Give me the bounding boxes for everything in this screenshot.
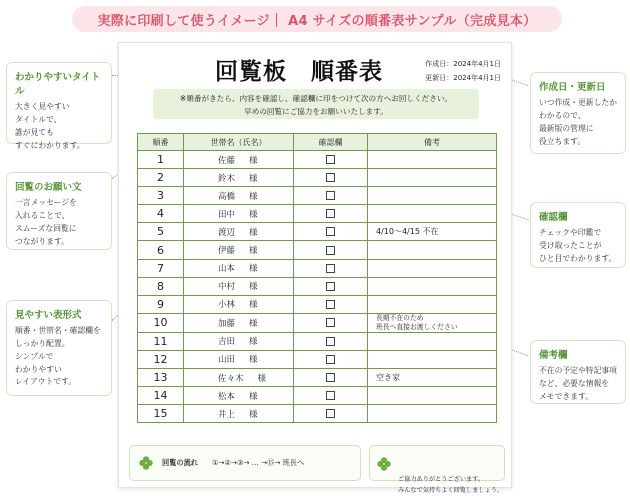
- household-name: 中村: [218, 282, 236, 293]
- confirm-checkbox[interactable]: [326, 191, 335, 200]
- confirm-checkbox[interactable]: [326, 391, 335, 400]
- household-name: 佐々木: [218, 373, 244, 384]
- honorific: 様: [249, 355, 258, 366]
- household-name: 松本: [218, 391, 236, 402]
- table-row: [138, 169, 497, 187]
- confirm-checkbox[interactable]: [326, 373, 335, 382]
- confirm-checkbox[interactable]: [326, 246, 335, 255]
- confirm-checkbox[interactable]: [326, 209, 335, 218]
- notice-line-2: 早めの回覧にご協力をお願いいたします。: [244, 107, 388, 116]
- confirm-cell: [294, 350, 368, 368]
- page-banner: 実際に印刷して使うイメージ｜ A4 サイズの順番表サンプル（完成見本）: [72, 6, 562, 32]
- confirm-checkbox[interactable]: [326, 227, 335, 236]
- remarks-cell: [368, 241, 497, 259]
- row-order-number: 4: [138, 205, 184, 223]
- confirm-cell: [294, 332, 368, 350]
- confirm-cell: [294, 187, 368, 205]
- column-header-remarks: 備考: [368, 134, 497, 151]
- row-order-number: 3: [138, 187, 184, 205]
- callout-confirm-body: チェックや印鑑で 受け取ったことが ひと目でわかります。: [539, 228, 617, 263]
- roster-table: [137, 133, 497, 423]
- remarks-cell: [368, 151, 497, 169]
- household-name-cell: [184, 223, 294, 241]
- confirm-cell: [294, 277, 368, 295]
- row-order-number: 14: [138, 387, 184, 405]
- remarks-cell: [368, 350, 497, 368]
- confirm-cell: [294, 241, 368, 259]
- household-name: 渡辺: [218, 227, 236, 238]
- notice-line-1: ※順番がきたら、内容を確認し、確認欄に印をつけて次の方へお回しください。: [179, 94, 453, 103]
- confirm-cell: [294, 205, 368, 223]
- remarks-cell: 空き家: [368, 369, 497, 387]
- callout-dates-heading: 作成日・更新日: [539, 82, 606, 93]
- honorific: 様: [249, 155, 258, 166]
- callout-layout-heading: 見やすい表形式: [15, 310, 82, 321]
- household-name-cell: [184, 350, 294, 368]
- request-notice: [153, 89, 479, 119]
- flow-box: [129, 445, 361, 481]
- household-name-cell: [184, 369, 294, 387]
- row-order-number: 10: [138, 313, 184, 332]
- confirm-checkbox[interactable]: [326, 300, 335, 309]
- honorific: 様: [249, 191, 258, 202]
- household-name: 鈴木: [218, 173, 236, 184]
- honorific: 様: [249, 391, 258, 402]
- household-name-cell: [184, 259, 294, 277]
- household-name: 吉田: [218, 337, 236, 348]
- household-name-cell: [184, 387, 294, 405]
- confirm-cell: [294, 387, 368, 405]
- honorific: 様: [249, 337, 258, 348]
- table-row: [138, 313, 497, 332]
- column-header-order: 順番: [138, 134, 184, 151]
- callout-remarks: [530, 340, 626, 404]
- confirm-cell: [294, 405, 368, 423]
- household-name-cell: [184, 313, 294, 332]
- household-name: 小林: [218, 300, 236, 311]
- household-name: 井上: [218, 409, 236, 420]
- household-name-cell: [184, 295, 294, 313]
- confirm-checkbox[interactable]: [326, 155, 335, 164]
- row-order-number: 6: [138, 241, 184, 259]
- table-row: [138, 369, 497, 387]
- thanks-box: [369, 445, 505, 494]
- table-row: [138, 223, 497, 241]
- callout-confirm-heading: 確認欄: [539, 212, 568, 223]
- honorific: 様: [249, 227, 258, 238]
- clover-icon: [138, 455, 154, 471]
- roster-sheet: [118, 42, 512, 494]
- confirm-cell: [294, 369, 368, 387]
- household-name: 山本: [218, 264, 236, 275]
- household-name: 加藤: [218, 318, 236, 329]
- remarks-cell: 長期不在のため 班長へ直接お渡しください: [368, 313, 497, 332]
- callout-request-heading: 回覧のお願い文: [15, 182, 82, 193]
- confirm-cell: [294, 295, 368, 313]
- household-name-cell: [184, 205, 294, 223]
- confirm-checkbox[interactable]: [326, 355, 335, 364]
- row-order-number: 2: [138, 169, 184, 187]
- table-row: [138, 387, 497, 405]
- callout-request-body: 一言メッセージを 入れることで、 スムーズな回覧に つながります。: [15, 198, 77, 246]
- callout-request: [6, 172, 112, 250]
- honorific: 様: [249, 318, 258, 329]
- remarks-cell: [368, 295, 497, 313]
- row-order-number: 5: [138, 223, 184, 241]
- callout-title-heading: わかりやすいタイトル: [15, 72, 101, 97]
- row-order-number: 11: [138, 332, 184, 350]
- callout-title: [6, 62, 112, 150]
- thanks-message: ご協力ありがとうございます。 みんなで気持ちよく回覧しましょう。: [398, 476, 504, 494]
- confirm-cell: [294, 151, 368, 169]
- row-order-number: 13: [138, 369, 184, 387]
- row-order-number: 9: [138, 295, 184, 313]
- table-row: [138, 295, 497, 313]
- table-row: [138, 405, 497, 423]
- remarks-cell: [368, 405, 497, 423]
- row-order-number: 1: [138, 151, 184, 169]
- table-row: [138, 277, 497, 295]
- sheet-dates: [425, 57, 501, 85]
- created-date: 作成日：2024年4月1日: [425, 60, 501, 68]
- confirm-checkbox[interactable]: [326, 173, 335, 182]
- callout-layout: [6, 300, 112, 396]
- confirm-checkbox[interactable]: [326, 282, 335, 291]
- sheet-title: 回覧板 順番表: [215, 59, 383, 85]
- honorific: 様: [249, 246, 258, 257]
- remarks-cell: [368, 205, 497, 223]
- household-name: 高橋: [218, 191, 236, 202]
- confirm-checkbox[interactable]: [326, 264, 335, 273]
- callout-remarks-body: 不在の予定や特記事項 など、必要な情報を メモできます。: [539, 366, 617, 401]
- column-header-confirm: 確認欄: [294, 134, 368, 151]
- confirm-checkbox[interactable]: [326, 409, 335, 418]
- remarks-cell: 4/10〜4/15 不在: [368, 223, 497, 241]
- row-order-number: 15: [138, 405, 184, 423]
- honorific: 様: [249, 282, 258, 293]
- remarks-cell: [368, 259, 497, 277]
- household-name-cell: [184, 405, 294, 423]
- remarks-cell: [368, 332, 497, 350]
- row-order-number: 8: [138, 277, 184, 295]
- table-row: [138, 350, 497, 368]
- household-name: 伊藤: [218, 246, 236, 257]
- table-row: [138, 205, 497, 223]
- honorific: 様: [249, 409, 258, 420]
- remarks-cell: [368, 277, 497, 295]
- column-header-household: 世帯名（氏名）: [184, 134, 294, 151]
- household-name-cell: [184, 169, 294, 187]
- remarks-cell: [368, 387, 497, 405]
- honorific: 様: [249, 209, 258, 220]
- honorific: 様: [249, 300, 258, 311]
- flow-sequence: ①→②→③→ … →⑮→ 班長へ: [211, 458, 305, 467]
- household-name-cell: [184, 187, 294, 205]
- remarks-cell: [368, 187, 497, 205]
- table-row: [138, 332, 497, 350]
- updated-date: 更新日：2024年4月1日: [425, 74, 501, 82]
- callout-dates: [530, 72, 626, 154]
- row-order-number: 7: [138, 259, 184, 277]
- table-row: [138, 259, 497, 277]
- callout-dates-body: いつ作成・更新したか わかるので、 最新版の管理に 役立ちます。: [539, 98, 617, 146]
- honorific: 様: [257, 373, 267, 384]
- household-name-cell: [184, 332, 294, 350]
- row-order-number: 12: [138, 350, 184, 368]
- household-name: 佐藤: [218, 155, 236, 166]
- household-name-cell: [184, 277, 294, 295]
- confirm-checkbox[interactable]: [326, 337, 335, 346]
- honorific: 様: [249, 264, 258, 275]
- confirm-cell: [294, 169, 368, 187]
- callout-confirm: [530, 202, 626, 268]
- table-row: [138, 241, 497, 259]
- callout-remarks-heading: 備考欄: [539, 350, 568, 361]
- household-name-cell: [184, 241, 294, 259]
- confirm-cell: [294, 223, 368, 241]
- confirm-checkbox[interactable]: [326, 318, 335, 327]
- clover-icon: [376, 456, 392, 472]
- confirm-cell: [294, 313, 368, 332]
- table-row: [138, 151, 497, 169]
- callout-title-body: 大きく見やすい タイトルで、 誰が見ても すぐにわかります。: [15, 102, 85, 150]
- roster-body: [138, 151, 497, 423]
- remarks-cell: [368, 169, 497, 187]
- table-row: [138, 187, 497, 205]
- confirm-cell: [294, 259, 368, 277]
- household-name: 田中: [218, 209, 236, 220]
- household-name-cell: [184, 151, 294, 169]
- household-name: 山田: [218, 355, 236, 366]
- honorific: 様: [249, 173, 258, 184]
- flow-label: 回覧の流れ: [162, 458, 198, 467]
- table-header-row: [138, 134, 497, 151]
- callout-layout-body: 順番・世帯名・確認欄を しっかり配置。 シンプルで わかりやすい レイアウトです。: [15, 326, 101, 387]
